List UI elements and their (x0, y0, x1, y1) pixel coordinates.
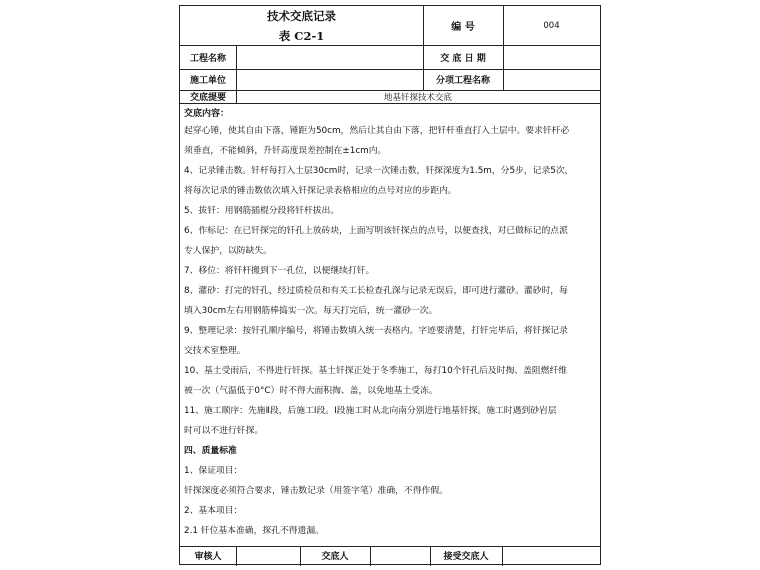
reviewer-field[interactable] (236, 546, 300, 564)
paragraph-line: 5、拔钎：用钢筋插棍分段将钎杆拔出。 (184, 206, 340, 216)
discloser-label: 交底人 (321, 551, 349, 562)
paragraph-line: 时可以不进行钎探。 (184, 426, 264, 436)
paragraph-line: 专人保护，以防缺失。 (184, 246, 272, 256)
form-title (180, 6, 423, 45)
project-name-field[interactable] (236, 45, 423, 69)
rule-below-summary (180, 103, 600, 104)
quality-item: 2.1 钎位基本准确，探孔不得遗漏。 (184, 526, 324, 536)
disclosure-content (184, 121, 596, 541)
quality-heading: 四、质量标准 (184, 446, 237, 456)
quality-item: 1、保证项目： (184, 466, 243, 476)
receiver-label: 接受交底人 (443, 551, 489, 562)
quality-item: 2、基本项目： (184, 506, 243, 516)
number-label: 编 号 (451, 22, 475, 33)
paragraph-line: 须垂直，不能倾斜，升钎高度误差控制在±1cm内。 (184, 146, 387, 156)
handover-date-label: 交 底 日 期 (440, 53, 486, 64)
project-name-label: 工程名称 (189, 53, 226, 64)
quality-item: 钎探深度必须符合要求，锤击数记录（用签字笔）准确，不得作假。 (184, 486, 448, 496)
paragraph-line: 6、作标记：在已钎探完的钎孔上放砖块，上面写明该钎探点的点号，以便查找，对已做标记的点派 (184, 226, 568, 236)
paragraph-line: 填入30cm左右用钢筋棒捣实一次。每天打完后，统一灌砂一次。 (184, 306, 438, 316)
paragraph-line: 4、记录锤击数。钎杆每打入土层30cm时，记录一次锤击数，钎探深度为1.5m，分5步，记录5次， (184, 166, 574, 176)
contractor-field[interactable] (236, 69, 423, 90)
sub-project-field[interactable] (503, 69, 600, 90)
disclosure-record-sheet (179, 5, 601, 565)
number-value[interactable]: 004 (543, 20, 560, 31)
paragraph-line: 10、基土受雨后，不得进行钎探。基土钎探正处于冬季施工，每打10个钎孔后及时掏、盖阻燃纤维 (184, 366, 568, 376)
receiver-field[interactable] (502, 546, 600, 564)
form-title-text: 技术交底记录 (267, 8, 336, 23)
discloser-field[interactable] (370, 546, 430, 564)
summary-value[interactable]: 地基钎探技术交底 (383, 92, 452, 103)
summary-label: 交底提要 (189, 93, 226, 103)
paragraph-line: 将每次记录的锤击数依次填入钎探记录表格相应的点号对应的步距内。 (184, 186, 457, 196)
paragraph-line: 7、移位：将钎杆搬到下一孔位，以便继续打钎。 (184, 266, 375, 276)
form-code-text: 表 C2-1 (278, 28, 325, 43)
contractor-label: 施工单位 (189, 76, 226, 86)
paragraph-line: 起穿心锤，使其自由下落，锤距为50cm，然后让其自由下落，把钎杆垂直打入土层中。要求钎杆必 (184, 126, 570, 136)
paragraph-line: 交技术室整理。 (184, 346, 246, 356)
paragraph-line: 8、灌砂：打完的钎孔，经过质检员和有关工长检查孔深与记录无误后，即可进行灌砂。灌砂时，每 (184, 286, 568, 296)
sub-project-label: 分项工程名称 (435, 76, 490, 86)
paragraph-line: 被一次（气温低于0°C）时不得大面积掏、盖，以免地基土受冻。 (184, 386, 438, 396)
paragraph-line: 9、整理记录：按钎孔顺序编号，将锤击数填入统一表格内。字迹要清楚，打钎完毕后，将钎探记录 (184, 326, 568, 336)
reviewer-label: 审核人 (194, 551, 222, 562)
paragraph-line: 11、施工顺序：先施Ⅱ段，后施工Ⅰ段。Ⅰ段施工时从北向南分别进行地基钎探。施工时遇到砂岩层 (184, 406, 557, 416)
handover-date-field[interactable] (503, 45, 600, 69)
content-heading: 交底内容： (184, 109, 230, 119)
